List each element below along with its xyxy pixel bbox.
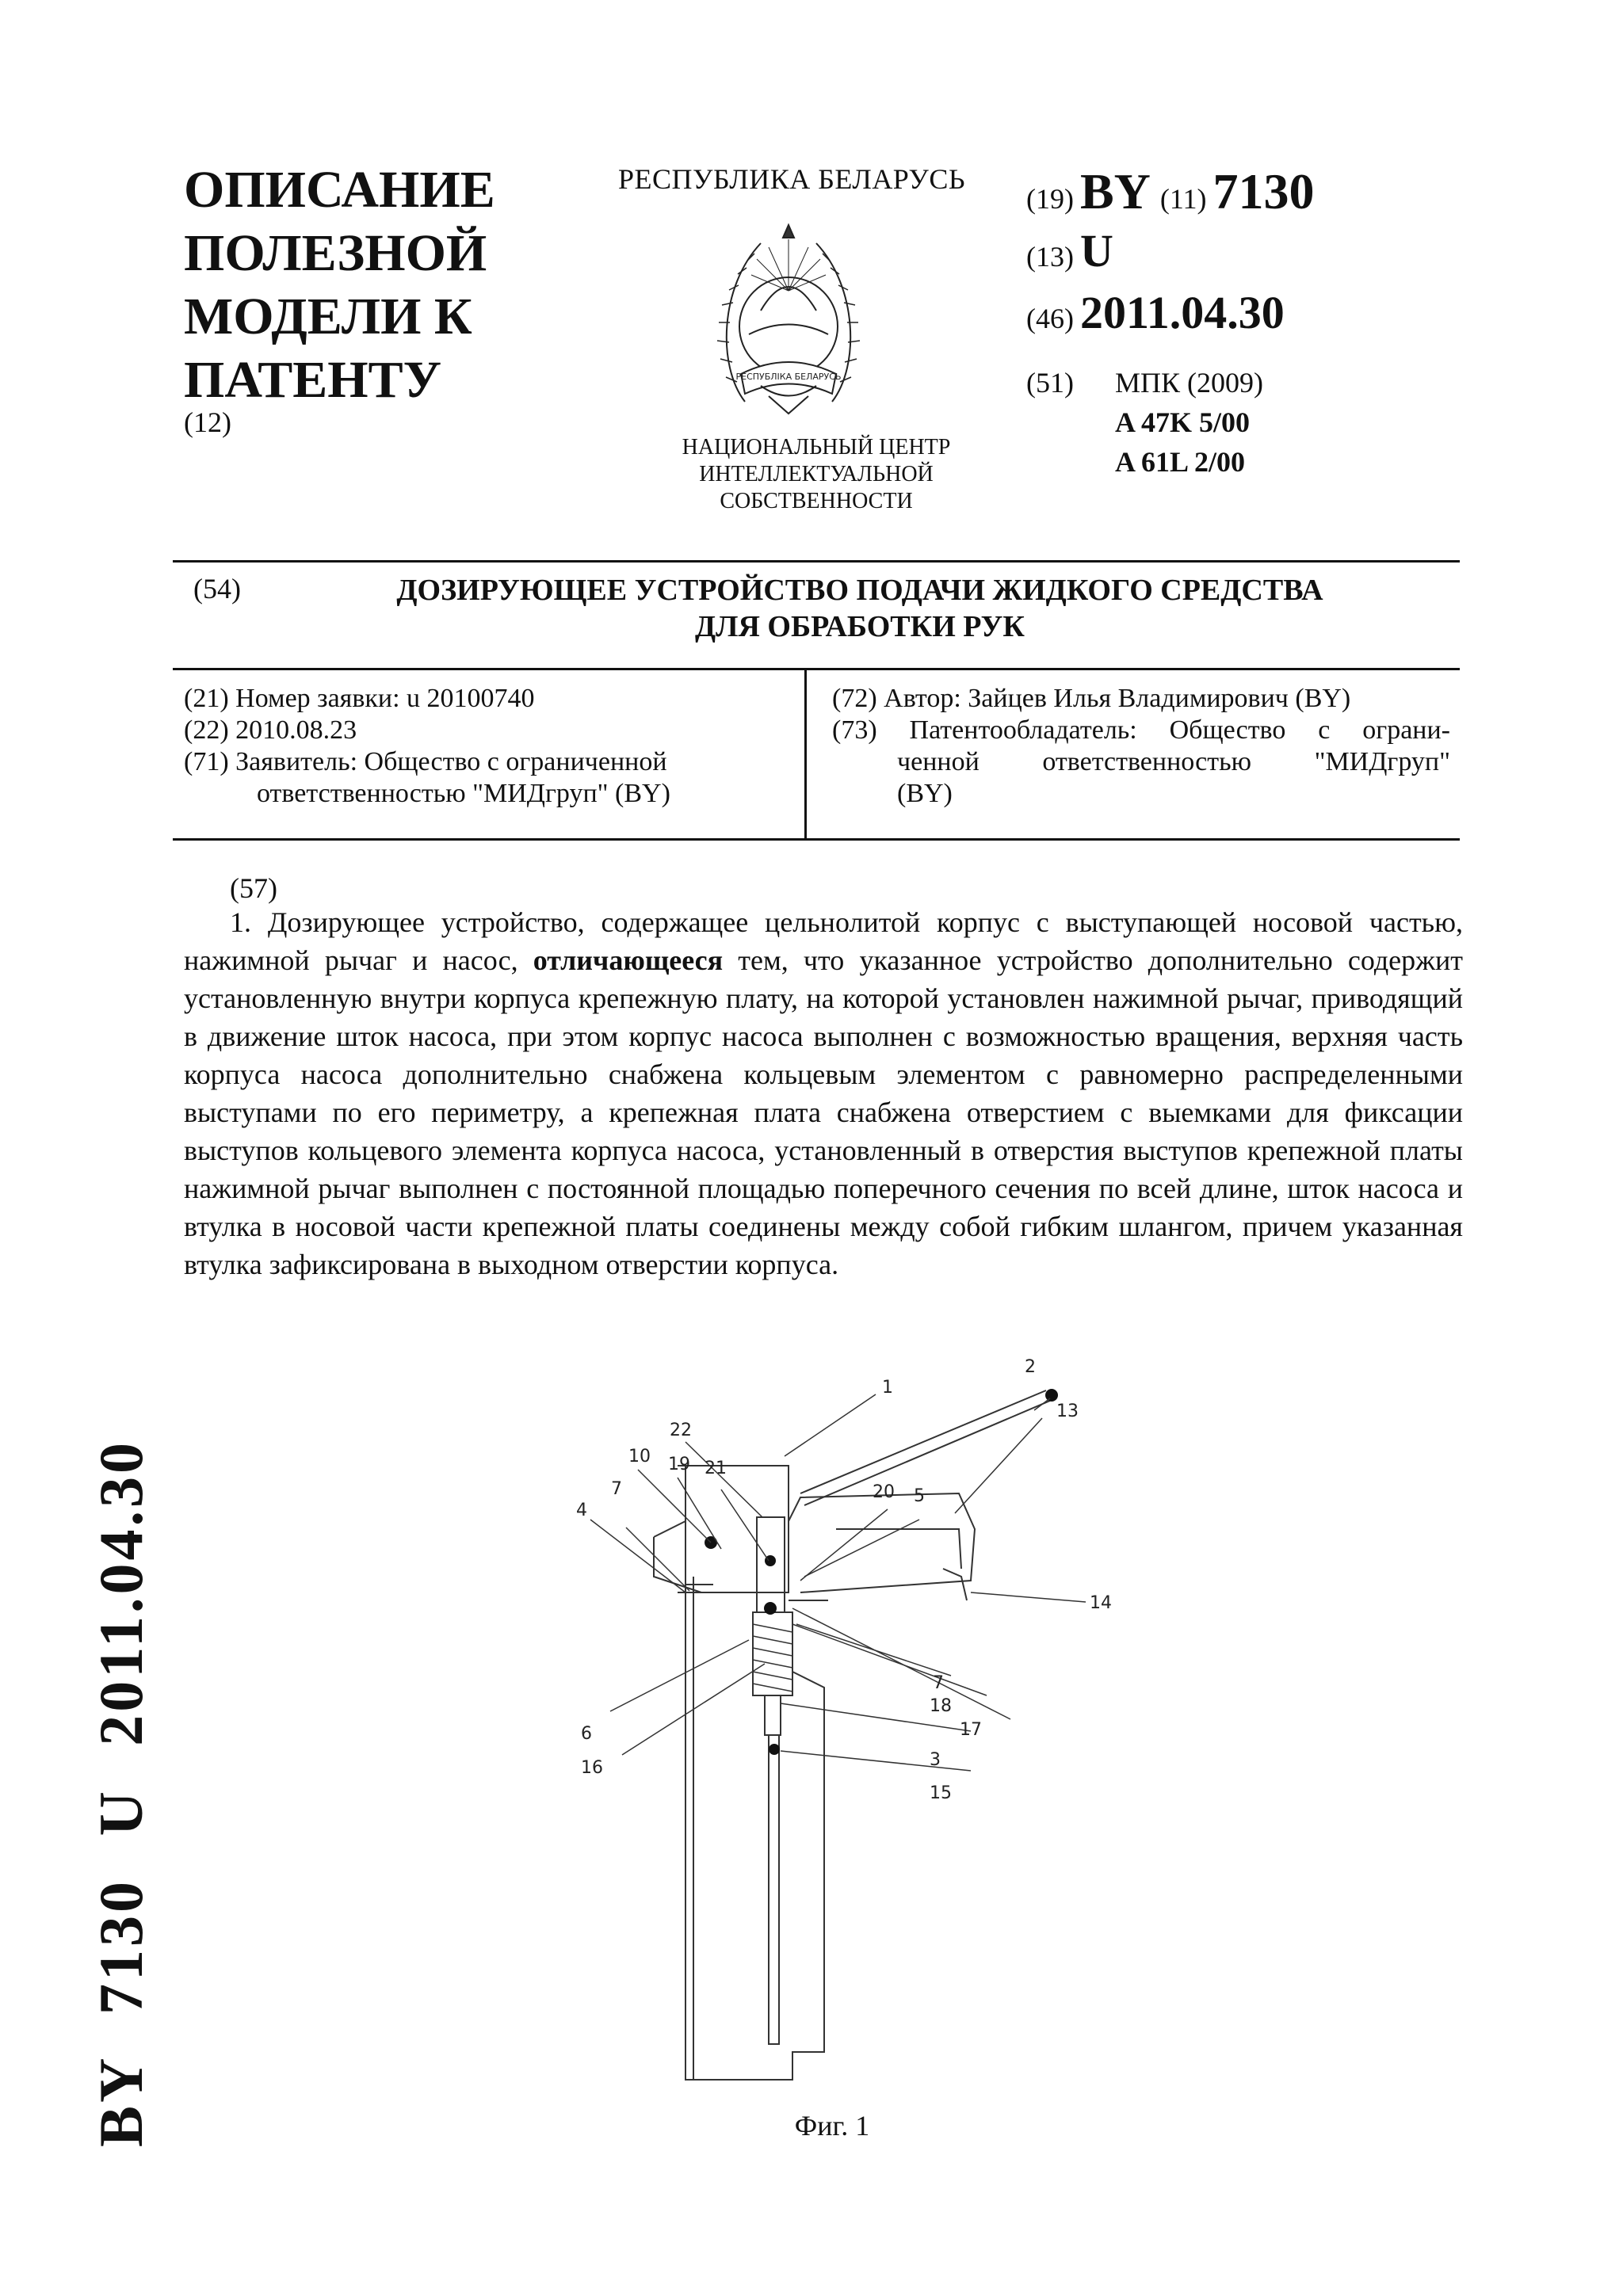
doc-type-line-3: МОДЕЛИ К xyxy=(184,288,472,345)
label-5: 5 xyxy=(914,1486,925,1506)
inid-13: (13) xyxy=(1026,241,1074,273)
center-org-line-3: СОБСТВЕННОСТИ xyxy=(720,489,913,513)
label-19: 19 xyxy=(668,1455,690,1474)
center-org-line-1: НАЦИОНАЛЬНЫЙ ЦЕНТР xyxy=(682,435,951,460)
label-14: 14 xyxy=(1090,1593,1112,1613)
claim-1 xyxy=(184,903,1463,1283)
application-number: (21) Номер заявки: u 20100740 xyxy=(184,684,535,713)
inid-19: (19) xyxy=(1026,183,1074,215)
patent-owner: (73) Патентообладатель: Общество с ограни- xyxy=(832,715,1450,745)
applicant: (71) Заявитель: Общество с ограниченной xyxy=(184,747,667,776)
utility-model-title xyxy=(269,572,1450,645)
claim-text-2: тем, что указанное устройство дополнительно содержит установленную внутри корпуса крепежную плату, на которой установлен нажимной рычаг, приводящий в движение шток насоса, при этом корпус насоса выполнен с возможностью вращения, верхняя часть корпуса насоса дополнительно снабжена кольцевым элементом с равномерно распределенными выступами по его периметру, а крепежная плата снабжена отверстием с выемками для фиксации выступов кольцевого элемента корпуса насоса, установленный в отверстия выступов крепежной платы нажимной рычаг выполнен с постоянной площадью поперечного сечения по всей длине, шток насоса и втулка в носовой части крепежной платы соединены между собой гибким шлангом, причем указанная втулка зафиксирована в выходном отверстии корпуса. xyxy=(184,944,1463,1280)
doc-type-line-1: ОПИСАНИЕ xyxy=(184,161,495,219)
country-code: BY xyxy=(1079,163,1151,219)
divider-top xyxy=(173,560,1460,563)
inid-11: (11) xyxy=(1159,183,1207,215)
center-org-line-2: ИНТЕЛЛЕКТУАЛЬНОЙ xyxy=(699,462,934,486)
label-7-right: 7 xyxy=(933,1673,944,1693)
divider-mid xyxy=(173,668,1460,670)
label-16: 16 xyxy=(581,1758,603,1778)
label-10: 10 xyxy=(628,1447,651,1466)
title-line-1: ДОЗИРУЮЩЕЕ УСТРОЙСТВО ПОДАЧИ ЖИДКОГО СРЕДСТВА xyxy=(396,574,1323,607)
spine-identifier: BY 7130 U 2011.04.30 xyxy=(86,1440,155,2147)
biblio-left xyxy=(184,683,794,810)
inid-12: (12) xyxy=(184,406,231,438)
figure-caption: Фиг. 1 xyxy=(794,2110,870,2142)
label-7-top: 7 xyxy=(611,1479,622,1499)
patent-owner-cont: ченной ответственностью "МИДгруп" xyxy=(897,747,1450,776)
label-17: 17 xyxy=(960,1720,982,1740)
label-4: 4 xyxy=(576,1501,587,1520)
claim-text-1: 1. Дозирующее устройство, содержащее цельнолитой корпус с выступающей носовой частью, нажимной рычаг и насос, xyxy=(184,906,1463,976)
kind-code: U xyxy=(1079,225,1113,277)
label-18: 18 xyxy=(930,1696,952,1716)
label-2: 2 xyxy=(1025,1357,1036,1377)
ipc-label: МПК (2009) xyxy=(1115,367,1263,399)
divider-bottom xyxy=(173,838,1460,841)
title-line-2: ДЛЯ ОБРАБОТКИ РУК xyxy=(695,610,1025,643)
biblio-right xyxy=(832,683,1450,810)
republic-name: РЕСПУБЛИКА БЕЛАРУСЬ xyxy=(618,163,966,195)
publication-codes xyxy=(1026,162,1324,348)
publication-date: 2011.04.30 xyxy=(1079,287,1285,338)
state-emblem-icon xyxy=(713,215,864,421)
label-1: 1 xyxy=(882,1378,893,1398)
inid-46: (46) xyxy=(1026,303,1074,334)
inid-51: (51) xyxy=(1026,367,1074,399)
applicant-cont: ответственностью "МИДгруп" (BY) xyxy=(257,779,670,808)
label-15: 15 xyxy=(930,1783,952,1803)
patent-owner-country: (BY) xyxy=(897,779,953,808)
ipc-class-1: A 47K 5/00 xyxy=(1115,406,1251,438)
emblem-text: РЕСПУБЛІКА БЕЛАРУСЬ xyxy=(735,372,842,382)
document-type xyxy=(184,158,495,412)
label-20: 20 xyxy=(873,1482,895,1502)
doc-type-line-2: ПОЛЕЗНОЙ xyxy=(184,224,487,282)
label-3: 3 xyxy=(930,1750,941,1770)
doc-type-line-4: ПАТЕНТУ xyxy=(184,351,442,409)
label-6: 6 xyxy=(581,1724,592,1744)
filing-date: (22) 2010.08.23 xyxy=(184,715,357,745)
inid-54: (54) xyxy=(193,573,241,605)
figure-1-drawing xyxy=(527,1339,1129,2092)
label-13: 13 xyxy=(1056,1402,1079,1421)
biblio-divider xyxy=(804,668,807,838)
label-22: 22 xyxy=(670,1421,692,1440)
ipc-block xyxy=(1026,363,1263,482)
claim-keyword: отличающееся xyxy=(533,944,724,976)
ipc-class-2: A 61L 2/00 xyxy=(1115,446,1246,478)
label-21: 21 xyxy=(705,1459,727,1478)
national-center xyxy=(618,434,1014,515)
inid-57: (57) xyxy=(230,872,277,904)
author: (72) Автор: Зайцев Илья Владимирович (BY) xyxy=(832,684,1351,713)
patent-number: 7130 xyxy=(1212,163,1315,219)
